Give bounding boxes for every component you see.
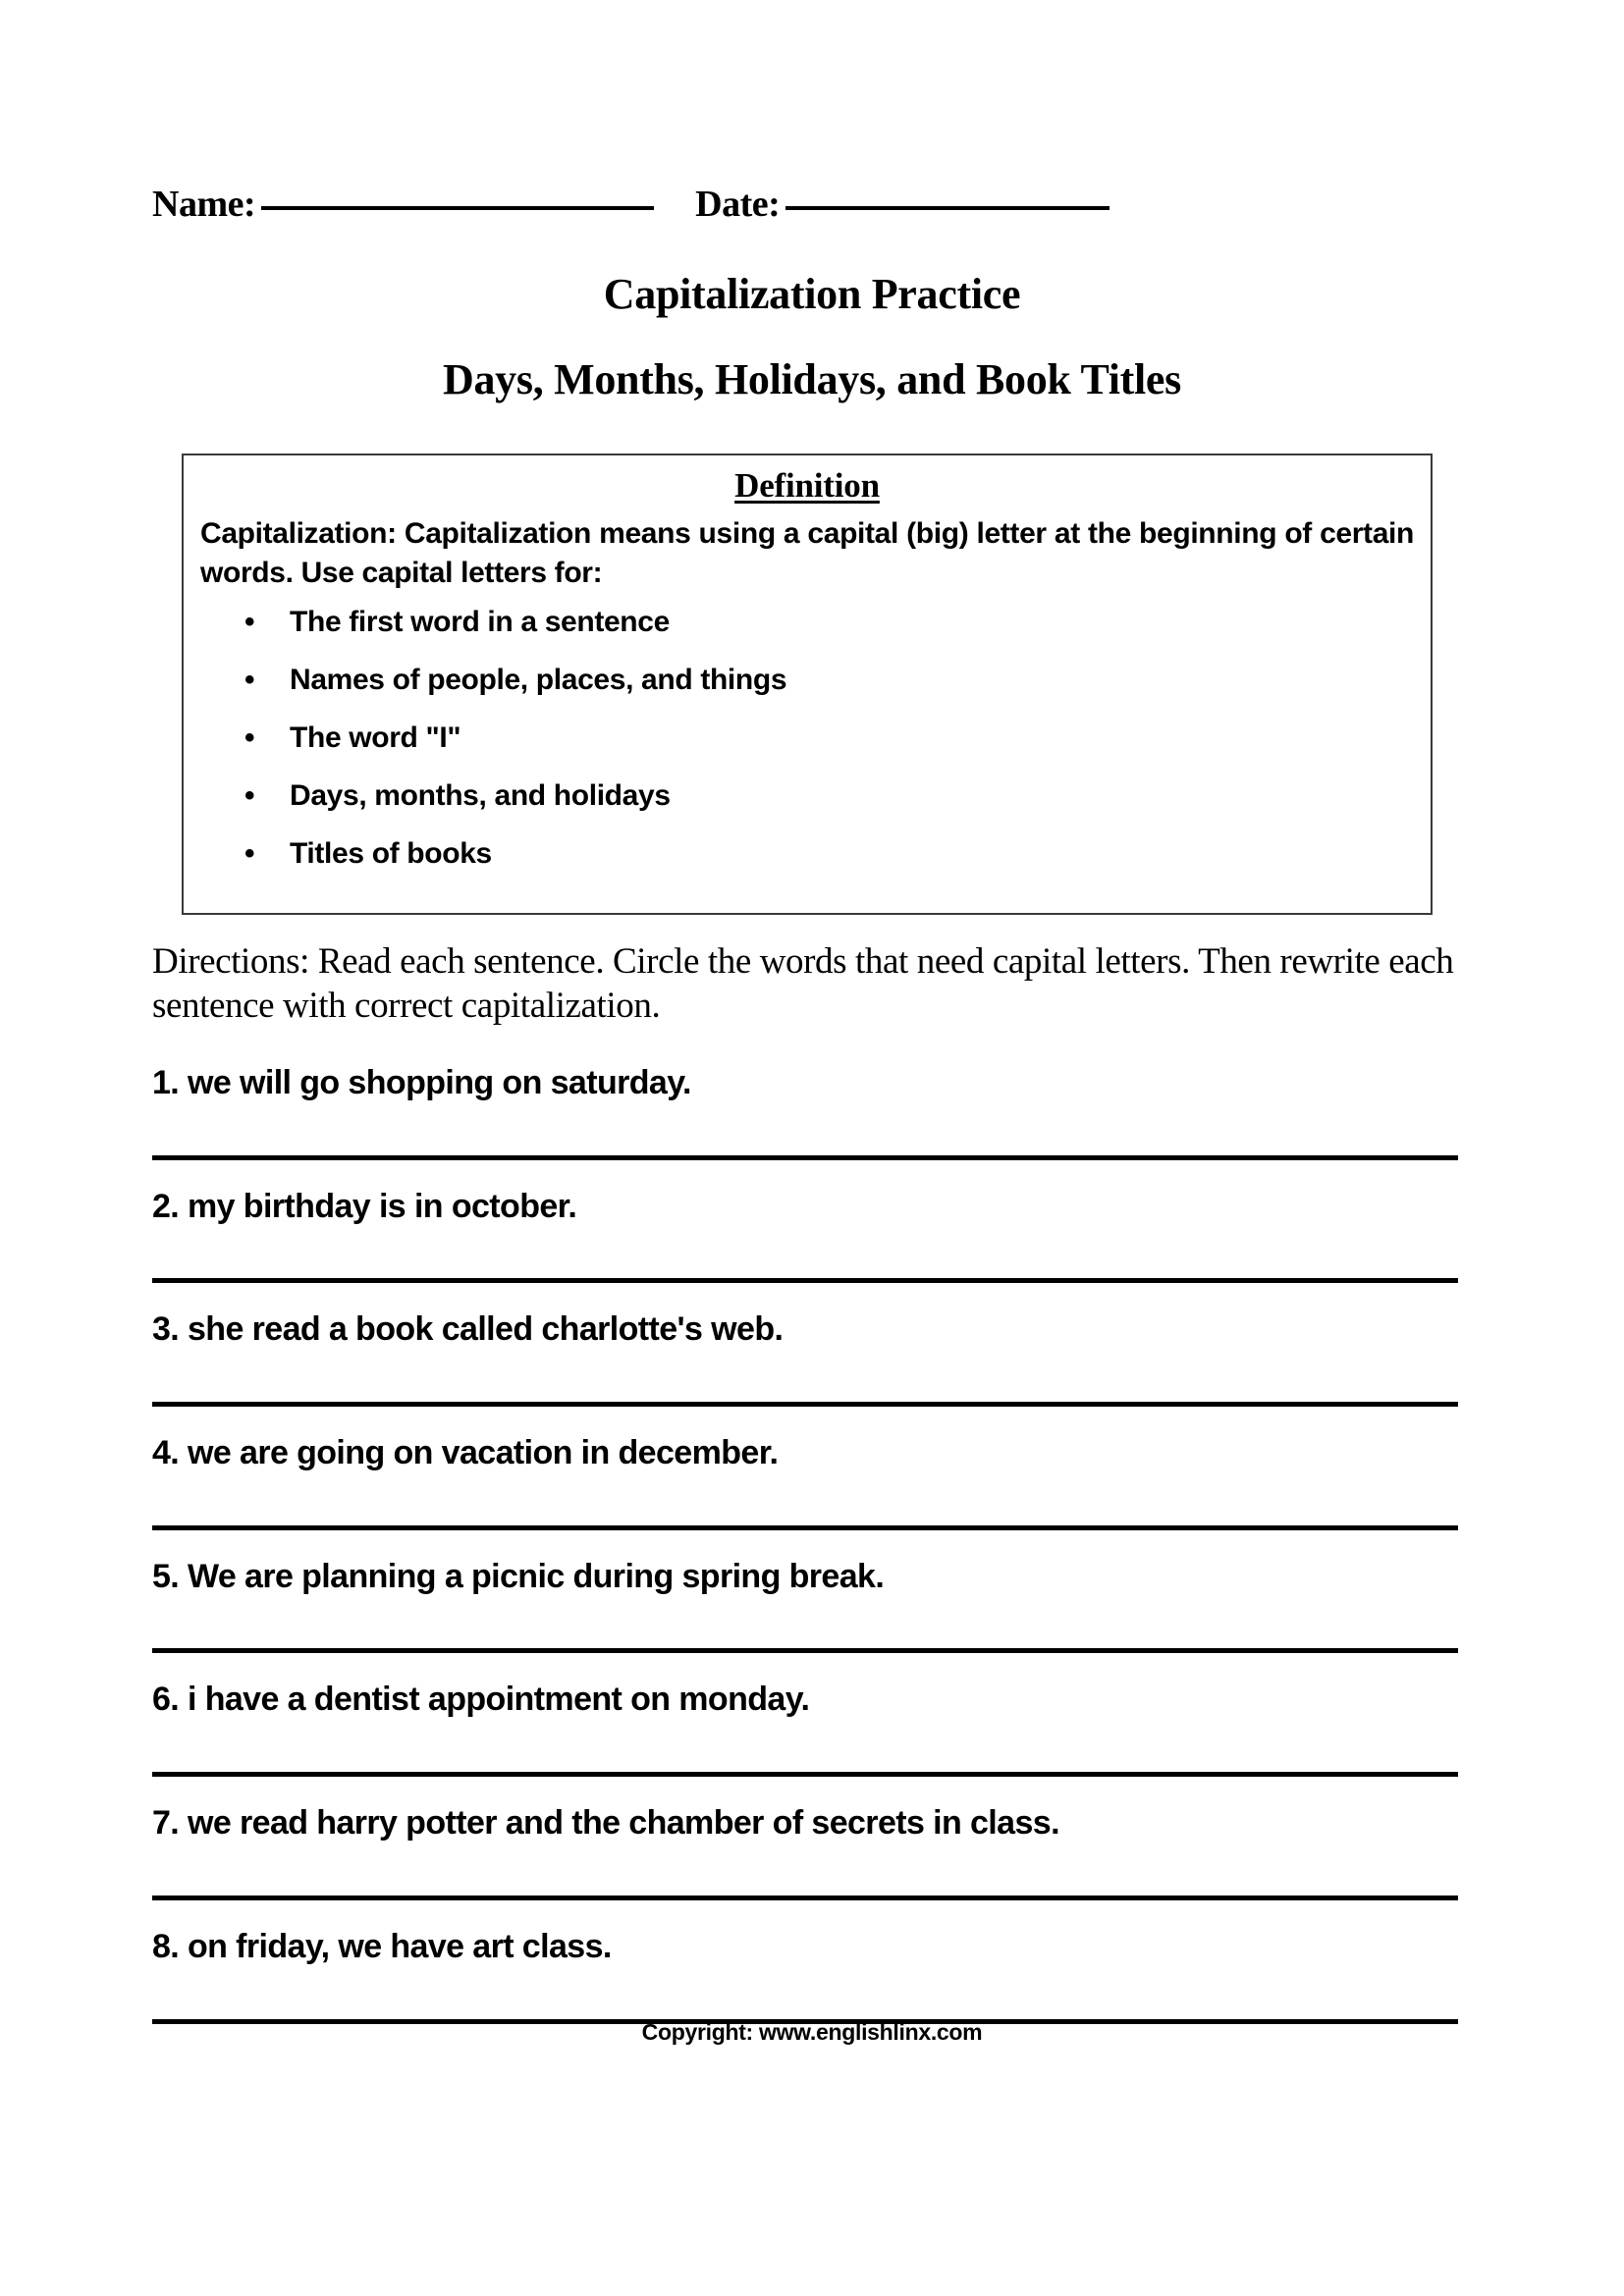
name-label: Name: xyxy=(152,184,256,225)
exercise-item-1 xyxy=(152,1066,1458,1160)
list-item xyxy=(184,606,1431,639)
copyright-notice: Copyright: www.englishlinx.com xyxy=(641,2019,983,2045)
date-label: Date: xyxy=(695,184,781,225)
definition-heading: Definition xyxy=(734,466,880,505)
answer-write-in-line[interactable] xyxy=(152,1278,1458,1283)
bullet-icon: • xyxy=(244,606,255,639)
exercise-sentence: 7. we read harry potter and the chamber of secrets in class. xyxy=(152,1804,1059,1842)
exercise-item-6 xyxy=(152,1682,1458,1777)
bullet-icon: • xyxy=(244,664,255,697)
bullet-icon: • xyxy=(244,721,255,755)
bullet-icon: • xyxy=(244,837,255,871)
exercise-item-3 xyxy=(152,1312,1458,1407)
name-write-in-line[interactable] xyxy=(261,206,654,210)
bullet-icon: • xyxy=(244,779,255,813)
answer-write-in-line[interactable] xyxy=(152,1772,1458,1777)
list-item xyxy=(184,837,1431,871)
list-item-label: Names of people, places, and things xyxy=(290,664,787,697)
list-item-label: Titles of books xyxy=(290,837,492,871)
definition-bullet-list xyxy=(184,606,1431,871)
name-date-header xyxy=(152,183,1458,226)
exercise-item-4 xyxy=(152,1436,1458,1530)
list-item-label: The first word in a sentence xyxy=(290,606,670,639)
definition-box xyxy=(182,454,1433,915)
exercise-sentence: 3. she read a book called charlotte's web. xyxy=(152,1310,784,1349)
directions-paragraph: Directions: Read each sentence. Circle the words that need capital letters. Then rewrite each sentence with correct capitalization. xyxy=(152,941,1454,1027)
exercise-item-8 xyxy=(152,1927,1458,2024)
exercise-item-7 xyxy=(152,1806,1458,1900)
answer-write-in-line[interactable] xyxy=(152,1155,1458,1160)
exercise-sentence: 8. on friday, we have art class. xyxy=(152,1927,612,1965)
exercise-sentence: 4. we are going on vacation in december. xyxy=(152,1434,779,1472)
exercise-sentence: 2. my birthday is in october. xyxy=(152,1187,577,1225)
answer-write-in-line[interactable] xyxy=(152,1896,1458,1900)
exercise-sentence: 5. We are planning a picnic during spring break. xyxy=(152,1557,885,1595)
list-item-label: The word "I" xyxy=(290,721,461,755)
exercise-sentence: 1. we will go shopping on saturday. xyxy=(152,1064,691,1101)
list-item xyxy=(184,779,1431,813)
exercise-sentence: 6. i have a dentist appointment on monday. xyxy=(152,1681,810,1719)
list-item xyxy=(184,721,1431,755)
list-item-label: Days, months, and holidays xyxy=(290,779,671,813)
page-subtitle: Days, Months, Holidays, and Book Titles xyxy=(443,355,1181,403)
definition-body-text: Capitalization: Capitalization means using a capital (big) letter at the beginning of certain words. Use capital letters for: xyxy=(200,517,1414,589)
answer-write-in-line[interactable] xyxy=(152,1402,1458,1407)
exercise-list xyxy=(152,1066,1458,2054)
answer-write-in-line[interactable] xyxy=(152,1648,1458,1653)
exercise-item-5 xyxy=(152,1557,1458,1654)
list-item xyxy=(184,664,1431,697)
exercise-item-2 xyxy=(152,1187,1458,1284)
date-write-in-line[interactable] xyxy=(785,206,1110,210)
answer-write-in-line[interactable] xyxy=(152,1525,1458,1530)
page-title: Capitalization Practice xyxy=(603,270,1021,318)
